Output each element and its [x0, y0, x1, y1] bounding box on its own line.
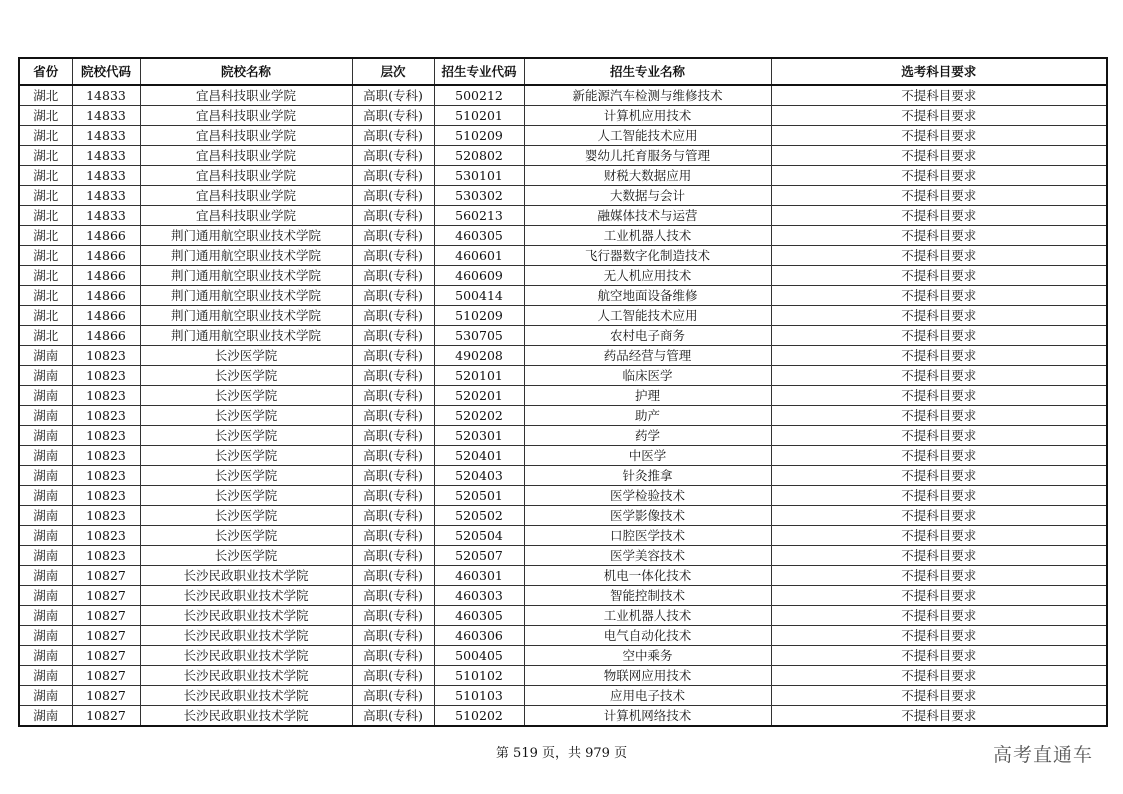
cell-major-code: 520507: [434, 546, 524, 566]
cell-major-name: 物联网应用技术: [524, 666, 771, 686]
cell-major-name: 人工智能技术应用: [524, 306, 771, 326]
cell-school-code: 10823: [72, 486, 140, 506]
cell-major-code: 500212: [434, 85, 524, 106]
table-row: [19, 266, 1107, 286]
table-row: [19, 406, 1107, 426]
cell-subject-requirement: 不提科目要求: [771, 306, 1107, 326]
table-row: [19, 146, 1107, 166]
cell-level: 高职(专科): [352, 486, 434, 506]
cell-province: 湖南: [19, 446, 72, 466]
table-row: [19, 566, 1107, 586]
cell-school-name: 长沙医学院: [140, 526, 352, 546]
cell-major-name: 中医学: [524, 446, 771, 466]
cell-province: 湖南: [19, 586, 72, 606]
table-row: [19, 166, 1107, 186]
cell-major-name: 婴幼儿托育服务与管理: [524, 146, 771, 166]
cell-level: 高职(专科): [352, 506, 434, 526]
table-row: [19, 85, 1107, 106]
cell-school-name: 长沙医学院: [140, 486, 352, 506]
table-row: [19, 106, 1107, 126]
cell-major-code: 460305: [434, 226, 524, 246]
cell-province: 湖北: [19, 306, 72, 326]
cell-major-name: 融媒体技术与运营: [524, 206, 771, 226]
cell-major-code: 460609: [434, 266, 524, 286]
table-row: [19, 606, 1107, 626]
cell-school-name: 宜昌科技职业学院: [140, 166, 352, 186]
table-row: [19, 246, 1107, 266]
cell-level: 高职(专科): [352, 406, 434, 426]
cell-school-name: 荆门通用航空职业技术学院: [140, 266, 352, 286]
table-header-row: [19, 58, 1107, 85]
cell-level: 高职(专科): [352, 326, 434, 346]
cell-school-name: 长沙民政职业技术学院: [140, 586, 352, 606]
cell-province: 湖南: [19, 666, 72, 686]
cell-province: 湖北: [19, 206, 72, 226]
cell-major-code: 510209: [434, 306, 524, 326]
cell-province: 湖南: [19, 646, 72, 666]
cell-major-name: 助产: [524, 406, 771, 426]
cell-major-name: 医学影像技术: [524, 506, 771, 526]
cell-province: 湖北: [19, 126, 72, 146]
cell-major-name: 计算机网络技术: [524, 706, 771, 727]
cell-major-code: 520504: [434, 526, 524, 546]
cell-school-code: 10823: [72, 466, 140, 486]
cell-subject-requirement: 不提科目要求: [771, 186, 1107, 206]
cell-school-name: 宜昌科技职业学院: [140, 106, 352, 126]
table-row: [19, 366, 1107, 386]
cell-level: 高职(专科): [352, 166, 434, 186]
cell-major-code: 460601: [434, 246, 524, 266]
cell-major-code: 460303: [434, 586, 524, 606]
cell-major-name: 无人机应用技术: [524, 266, 771, 286]
cell-school-code: 10827: [72, 626, 140, 646]
cell-subject-requirement: 不提科目要求: [771, 486, 1107, 506]
cell-school-code: 10823: [72, 446, 140, 466]
table-row: [19, 586, 1107, 606]
table-row: [19, 186, 1107, 206]
table-row: [19, 506, 1107, 526]
cell-school-name: 长沙民政职业技术学院: [140, 666, 352, 686]
cell-subject-requirement: 不提科目要求: [771, 166, 1107, 186]
cell-major-name: 新能源汽车检测与维修技术: [524, 85, 771, 106]
cell-school-name: 长沙医学院: [140, 406, 352, 426]
table-row: [19, 426, 1107, 446]
cell-major-code: 510209: [434, 126, 524, 146]
cell-subject-requirement: 不提科目要求: [771, 426, 1107, 446]
cell-school-code: 10823: [72, 426, 140, 446]
table-row: [19, 126, 1107, 146]
table-row: [19, 286, 1107, 306]
cell-province: 湖南: [19, 706, 72, 727]
cell-subject-requirement: 不提科目要求: [771, 506, 1107, 526]
cell-major-name: 工业机器人技术: [524, 226, 771, 246]
cell-level: 高职(专科): [352, 246, 434, 266]
cell-subject-requirement: 不提科目要求: [771, 146, 1107, 166]
cell-level: 高职(专科): [352, 186, 434, 206]
cell-major-name: 药学: [524, 426, 771, 446]
cell-level: 高职(专科): [352, 106, 434, 126]
cell-school-code: 14866: [72, 226, 140, 246]
cell-level: 高职(专科): [352, 706, 434, 727]
cell-major-code: 520202: [434, 406, 524, 426]
cell-subject-requirement: 不提科目要求: [771, 646, 1107, 666]
cell-province: 湖南: [19, 346, 72, 366]
cell-school-code: 10823: [72, 506, 140, 526]
cell-school-name: 宜昌科技职业学院: [140, 85, 352, 106]
cell-province: 湖北: [19, 85, 72, 106]
cell-school-code: 14866: [72, 286, 140, 306]
cell-school-name: 宜昌科技职业学院: [140, 206, 352, 226]
cell-province: 湖北: [19, 326, 72, 346]
cell-subject-requirement: 不提科目要求: [771, 106, 1107, 126]
cell-province: 湖南: [19, 686, 72, 706]
cell-level: 高职(专科): [352, 446, 434, 466]
cell-province: 湖南: [19, 506, 72, 526]
cell-province: 湖南: [19, 626, 72, 646]
cell-school-name: 长沙民政职业技术学院: [140, 686, 352, 706]
cell-school-name: 长沙医学院: [140, 386, 352, 406]
table-row: [19, 666, 1107, 686]
cell-level: 高职(专科): [352, 586, 434, 606]
cell-subject-requirement: 不提科目要求: [771, 226, 1107, 246]
table-row: [19, 386, 1107, 406]
cell-major-name: 医学美容技术: [524, 546, 771, 566]
cell-school-name: 长沙民政职业技术学院: [140, 626, 352, 646]
cell-school-name: 长沙医学院: [140, 466, 352, 486]
cell-major-name: 针灸推拿: [524, 466, 771, 486]
cell-major-code: 520403: [434, 466, 524, 486]
cell-school-name: 长沙医学院: [140, 446, 352, 466]
cell-subject-requirement: 不提科目要求: [771, 606, 1107, 626]
cell-subject-requirement: 不提科目要求: [771, 206, 1107, 226]
cell-subject-requirement: 不提科目要求: [771, 286, 1107, 306]
cell-school-code: 14833: [72, 106, 140, 126]
cell-major-code: 520301: [434, 426, 524, 446]
cell-level: 高职(专科): [352, 666, 434, 686]
cell-major-name: 电气自动化技术: [524, 626, 771, 646]
table-row: [19, 306, 1107, 326]
cell-province: 湖南: [19, 366, 72, 386]
cell-school-code: 14833: [72, 186, 140, 206]
cell-level: 高职(专科): [352, 626, 434, 646]
cell-school-name: 荆门通用航空职业技术学院: [140, 226, 352, 246]
cell-province: 湖北: [19, 266, 72, 286]
cell-province: 湖南: [19, 546, 72, 566]
cell-school-code: 14833: [72, 126, 140, 146]
header-province: 省份: [19, 58, 72, 85]
cell-school-code: 10823: [72, 526, 140, 546]
table-row: [19, 346, 1107, 366]
table-row: [19, 526, 1107, 546]
table-row: [19, 486, 1107, 506]
cell-school-code: 10827: [72, 686, 140, 706]
cell-province: 湖南: [19, 486, 72, 506]
cell-major-name: 护理: [524, 386, 771, 406]
cell-major-code: 510201: [434, 106, 524, 126]
watermark-logo: 高考直通车: [992, 744, 1093, 766]
cell-school-code: 14833: [72, 146, 140, 166]
cell-subject-requirement: 不提科目要求: [771, 466, 1107, 486]
cell-major-code: 520501: [434, 486, 524, 506]
cell-school-code: 14866: [72, 306, 140, 326]
cell-province: 湖北: [19, 166, 72, 186]
cell-level: 高职(专科): [352, 646, 434, 666]
cell-province: 湖南: [19, 606, 72, 626]
cell-level: 高职(专科): [352, 226, 434, 246]
cell-province: 湖南: [19, 526, 72, 546]
cell-major-name: 航空地面设备维修: [524, 286, 771, 306]
cell-school-code: 10827: [72, 606, 140, 626]
cell-province: 湖北: [19, 286, 72, 306]
table-body: [19, 85, 1107, 726]
cell-school-code: 10827: [72, 666, 140, 686]
cell-level: 高职(专科): [352, 546, 434, 566]
cell-school-code: 14833: [72, 206, 140, 226]
cell-subject-requirement: 不提科目要求: [771, 386, 1107, 406]
cell-subject-requirement: 不提科目要求: [771, 346, 1107, 366]
cell-school-name: 长沙医学院: [140, 546, 352, 566]
cell-subject-requirement: 不提科目要求: [771, 566, 1107, 586]
cell-level: 高职(专科): [352, 85, 434, 106]
cell-province: 湖北: [19, 186, 72, 206]
cell-major-code: 530302: [434, 186, 524, 206]
cell-school-code: 10823: [72, 346, 140, 366]
table-row: [19, 446, 1107, 466]
cell-major-name: 应用电子技术: [524, 686, 771, 706]
cell-major-code: 530705: [434, 326, 524, 346]
cell-school-code: 14833: [72, 166, 140, 186]
cell-subject-requirement: 不提科目要求: [771, 526, 1107, 546]
cell-school-code: 10827: [72, 706, 140, 727]
cell-subject-requirement: 不提科目要求: [771, 546, 1107, 566]
cell-level: 高职(专科): [352, 366, 434, 386]
cell-major-name: 空中乘务: [524, 646, 771, 666]
admissions-table: [18, 57, 1108, 727]
cell-level: 高职(专科): [352, 426, 434, 446]
header-school-code: 院校代码: [72, 58, 140, 85]
header-school-name: 院校名称: [140, 58, 352, 85]
cell-major-name: 药品经营与管理: [524, 346, 771, 366]
cell-major-name: 工业机器人技术: [524, 606, 771, 626]
cell-major-name: 口腔医学技术: [524, 526, 771, 546]
cell-major-name: 财税大数据应用: [524, 166, 771, 186]
cell-province: 湖北: [19, 246, 72, 266]
cell-major-code: 460305: [434, 606, 524, 626]
cell-level: 高职(专科): [352, 386, 434, 406]
cell-school-code: 10827: [72, 646, 140, 666]
cell-major-code: 500405: [434, 646, 524, 666]
cell-school-name: 荆门通用航空职业技术学院: [140, 286, 352, 306]
header-level: 层次: [352, 58, 434, 85]
cell-school-name: 荆门通用航空职业技术学院: [140, 306, 352, 326]
cell-major-name: 临床医学: [524, 366, 771, 386]
cell-school-name: 荆门通用航空职业技术学院: [140, 246, 352, 266]
cell-school-name: 长沙医学院: [140, 346, 352, 366]
cell-major-code: 520101: [434, 366, 524, 386]
cell-major-code: 490208: [434, 346, 524, 366]
cell-province: 湖南: [19, 386, 72, 406]
table-row: [19, 546, 1107, 566]
cell-province: 湖南: [19, 426, 72, 446]
header-major-name: 招生专业名称: [524, 58, 771, 85]
cell-major-name: 人工智能技术应用: [524, 126, 771, 146]
cell-major-name: 飞行器数字化制造技术: [524, 246, 771, 266]
cell-level: 高职(专科): [352, 306, 434, 326]
cell-level: 高职(专科): [352, 526, 434, 546]
cell-level: 高职(专科): [352, 606, 434, 626]
cell-level: 高职(专科): [352, 146, 434, 166]
table-row: [19, 206, 1107, 226]
cell-province: 湖南: [19, 466, 72, 486]
cell-school-code: 10827: [72, 566, 140, 586]
cell-school-name: 宜昌科技职业学院: [140, 186, 352, 206]
cell-major-name: 大数据与会计: [524, 186, 771, 206]
table-row: [19, 226, 1107, 246]
cell-level: 高职(专科): [352, 266, 434, 286]
cell-subject-requirement: 不提科目要求: [771, 706, 1107, 727]
cell-school-name: 长沙医学院: [140, 366, 352, 386]
cell-school-name: 长沙民政职业技术学院: [140, 606, 352, 626]
cell-school-name: 长沙医学院: [140, 506, 352, 526]
cell-level: 高职(专科): [352, 566, 434, 586]
table-row: [19, 326, 1107, 346]
cell-level: 高职(专科): [352, 126, 434, 146]
cell-province: 湖北: [19, 146, 72, 166]
cell-major-code: 530101: [434, 166, 524, 186]
cell-major-name: 农村电子商务: [524, 326, 771, 346]
cell-subject-requirement: 不提科目要求: [771, 126, 1107, 146]
cell-subject-requirement: 不提科目要求: [771, 326, 1107, 346]
cell-level: 高职(专科): [352, 286, 434, 306]
cell-subject-requirement: 不提科目要求: [771, 446, 1107, 466]
cell-level: 高职(专科): [352, 346, 434, 366]
cell-major-code: 510202: [434, 706, 524, 727]
cell-school-code: 10823: [72, 546, 140, 566]
cell-major-code: 460306: [434, 626, 524, 646]
cell-major-code: 510103: [434, 686, 524, 706]
cell-subject-requirement: 不提科目要求: [771, 85, 1107, 106]
cell-school-code: 14866: [72, 326, 140, 346]
cell-school-name: 荆门通用航空职业技术学院: [140, 326, 352, 346]
page-number: 第 519 页，共 979 页: [495, 746, 628, 761]
header-major-code: 招生专业代码: [434, 58, 524, 85]
cell-school-code: 10823: [72, 406, 140, 426]
table-row: [19, 706, 1107, 727]
cell-major-code: 460301: [434, 566, 524, 586]
cell-province: 湖北: [19, 106, 72, 126]
cell-major-code: 560213: [434, 206, 524, 226]
table-row: [19, 466, 1107, 486]
cell-school-code: 10823: [72, 366, 140, 386]
cell-school-name: 长沙民政职业技术学院: [140, 706, 352, 727]
cell-school-name: 宜昌科技职业学院: [140, 146, 352, 166]
cell-major-code: 520401: [434, 446, 524, 466]
cell-subject-requirement: 不提科目要求: [771, 246, 1107, 266]
cell-province: 湖北: [19, 226, 72, 246]
cell-school-code: 14866: [72, 266, 140, 286]
cell-subject-requirement: 不提科目要求: [771, 666, 1107, 686]
cell-school-name: 长沙民政职业技术学院: [140, 566, 352, 586]
cell-subject-requirement: 不提科目要求: [771, 626, 1107, 646]
cell-school-code: 10823: [72, 386, 140, 406]
cell-school-code: 14833: [72, 85, 140, 106]
cell-major-name: 机电一体化技术: [524, 566, 771, 586]
header-subject-requirement: 选考科目要求: [771, 58, 1107, 85]
cell-subject-requirement: 不提科目要求: [771, 266, 1107, 286]
cell-subject-requirement: 不提科目要求: [771, 686, 1107, 706]
cell-subject-requirement: 不提科目要求: [771, 406, 1107, 426]
cell-major-code: 520502: [434, 506, 524, 526]
cell-major-name: 医学检验技术: [524, 486, 771, 506]
cell-major-name: 智能控制技术: [524, 586, 771, 606]
cell-school-name: 长沙民政职业技术学院: [140, 646, 352, 666]
cell-school-name: 长沙医学院: [140, 426, 352, 446]
cell-province: 湖南: [19, 406, 72, 426]
cell-school-name: 宜昌科技职业学院: [140, 126, 352, 146]
cell-major-code: 510102: [434, 666, 524, 686]
cell-level: 高职(专科): [352, 686, 434, 706]
table-row: [19, 686, 1107, 706]
cell-province: 湖南: [19, 566, 72, 586]
cell-major-code: 500414: [434, 286, 524, 306]
cell-subject-requirement: 不提科目要求: [771, 586, 1107, 606]
admissions-table-container: [18, 57, 1106, 727]
cell-major-code: 520802: [434, 146, 524, 166]
table-row: [19, 626, 1107, 646]
cell-major-name: 计算机应用技术: [524, 106, 771, 126]
cell-school-code: 14866: [72, 246, 140, 266]
cell-subject-requirement: 不提科目要求: [771, 366, 1107, 386]
cell-level: 高职(专科): [352, 206, 434, 226]
table-row: [19, 646, 1107, 666]
cell-level: 高职(专科): [352, 466, 434, 486]
cell-school-code: 10827: [72, 586, 140, 606]
cell-major-code: 520201: [434, 386, 524, 406]
